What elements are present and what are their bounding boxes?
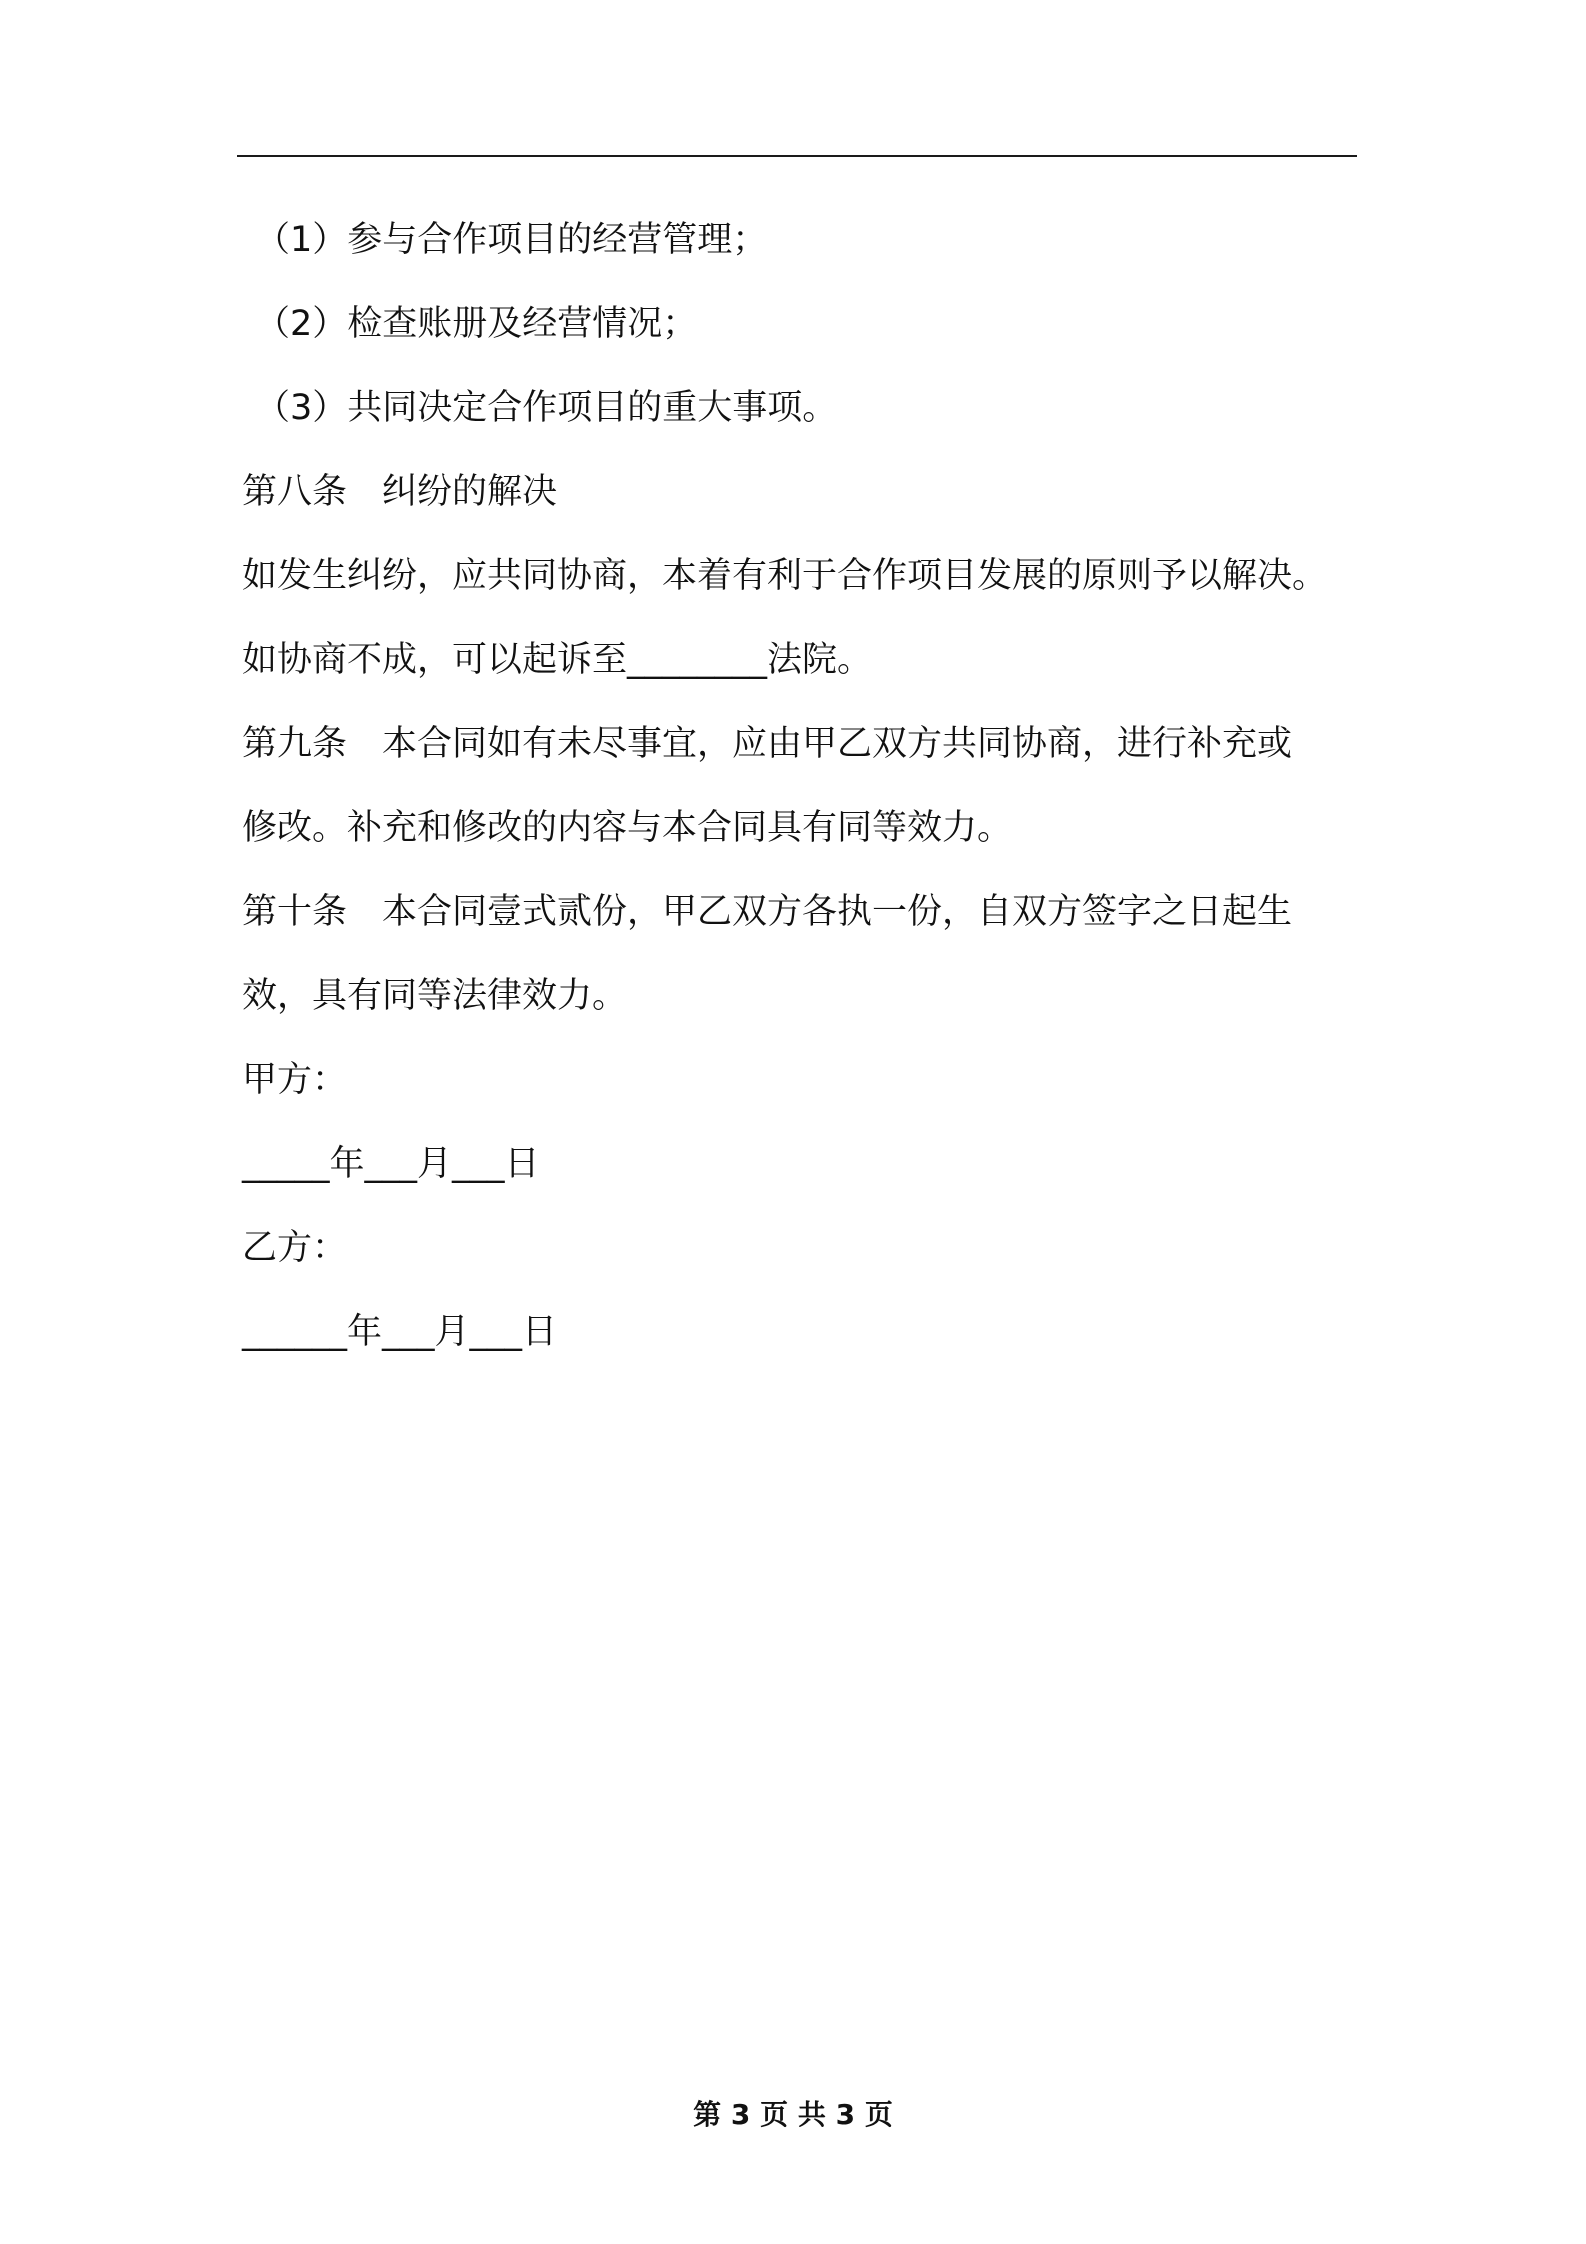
document-body [242,198,1360,1374]
article-8-heading: 第八条 纠纷的解决 [242,472,558,512]
header-rule [237,155,1357,157]
article-9-line-1: 第九条 本合同如有未尽事宜，应由甲乙双方共同协商，进行补充或 [242,724,1293,764]
article-8-text-line-1: 如发生纠纷，应共同协商，本着有利于合作项目发展的原则予以解决。 [242,556,1328,596]
party-a-label: 甲方： [242,1060,348,1100]
article-10-line-2: 效，具有同等法律效力。 [242,976,628,1016]
list-item-2: （2）检查账册及经营情况； [255,304,698,344]
article-10-line-1: 第十条 本合同壹式贰份，甲乙双方各执一份，自双方签字之日起生 [242,892,1293,932]
page-footer: 第 3 页 共 3 页 [693,2098,893,2131]
party-a-date: _____年___月___日 [242,1144,540,1184]
article-9-line-2: 修改。补充和修改的内容与本合同具有同等效力。 [242,808,1013,848]
list-item-1: （1）参与合作项目的经营管理； [255,220,768,260]
party-b-label: 乙方： [242,1228,348,1268]
party-b-date: ______年___月___日 [242,1312,558,1352]
list-item-3: （3）共同决定合作项目的重大事项。 [255,388,838,428]
article-8-text-line-2: 如协商不成，可以起诉至________法院。 [242,640,873,680]
